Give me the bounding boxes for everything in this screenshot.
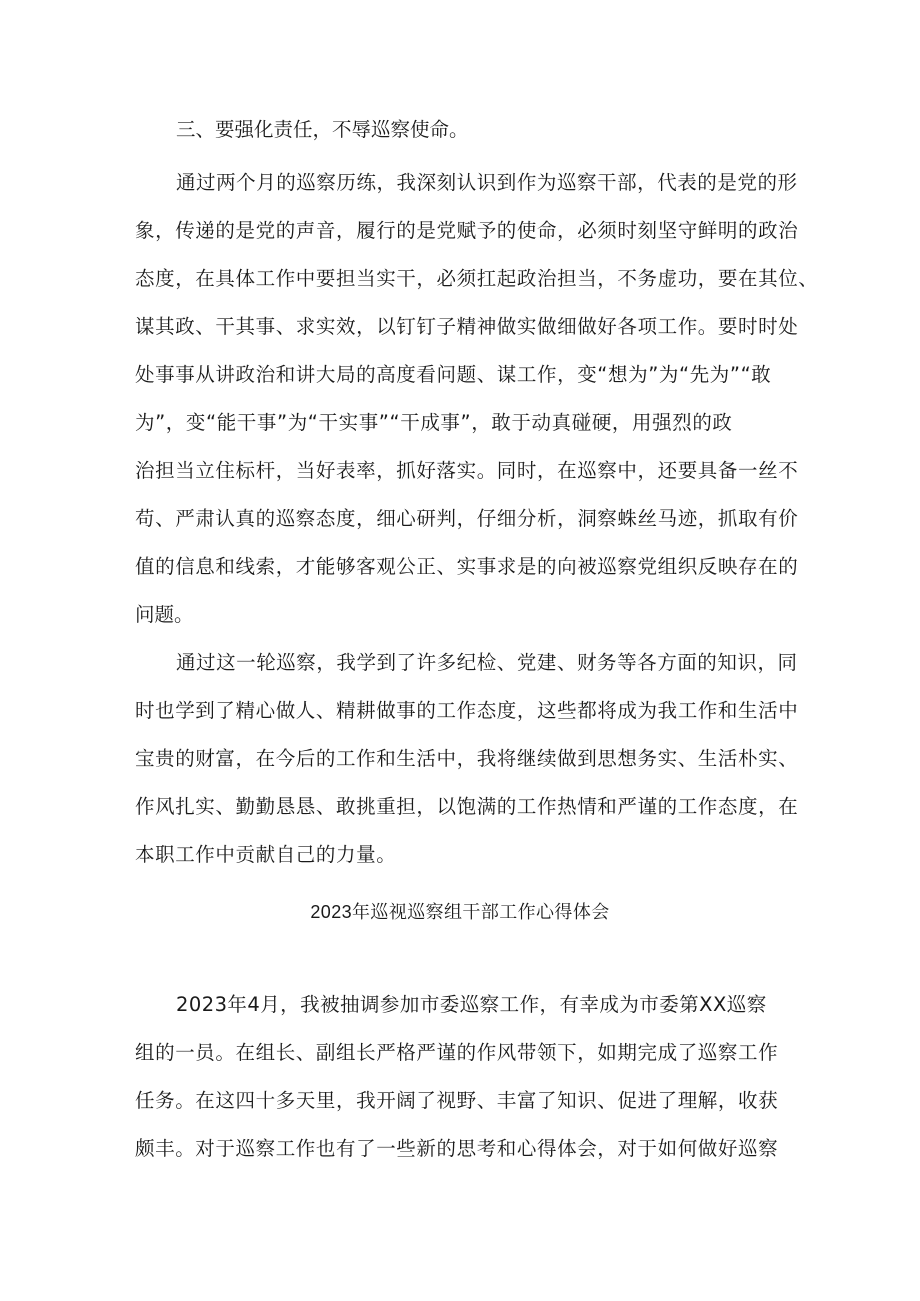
paragraph-line: 时也学到了精心做人、精耕做事的工作态度，这些都将成为我工作和生活中 bbox=[135, 699, 799, 722]
section-heading: 三、要强化责任，不辱巡察使命。 bbox=[176, 118, 469, 141]
paragraph-line: 态度，在具体工作中要担当实干，必须扛起政治担当，不务虚功，要在其位、 bbox=[135, 267, 819, 290]
paragraph-line: 本职工作中贡献自己的力量。 bbox=[135, 843, 397, 866]
paragraph-line: 苟、严肃认真的巡察态度，细心研判，仔细分析，洞察蛛丝马迹，抓取有价 bbox=[135, 507, 799, 530]
paragraph-line: 宝贵的财富，在今后的工作和生活中，我将继续做到思想务实、生活朴实、 bbox=[135, 747, 799, 770]
paragraph-line: 谋其政、干其事、求实效，以钉钉子精神做实做细做好各项工作。要时时处 bbox=[135, 315, 799, 338]
paragraph-line: 治担当立住标杆，当好表率，抓好落实。同时，在巡察中，还要具备一丝不 bbox=[135, 459, 799, 482]
paragraph-line: 作风扎实、勤勤恳恳、敢挑重担，以饱满的工作热情和严谨的工作态度，在 bbox=[135, 795, 799, 818]
paragraph-line: 任务。在这四十多天里，我开阔了视野、丰富了知识、促进了理解，收获 bbox=[135, 1089, 779, 1112]
paragraph-line: 值的信息和线索，才能够客观公正、实事求是的向被巡察党组织反映存在的 bbox=[135, 555, 799, 578]
paragraph-line: 通过两个月的巡察历练，我深刻认识到作为巡察干部，代表的是党的形 bbox=[176, 171, 798, 194]
paragraph-line: 问题。 bbox=[135, 603, 194, 626]
paragraph-line: 2023年4月，我被抽调参加市委巡察工作，有幸成为市委第XX巡察 bbox=[176, 993, 767, 1016]
paragraph-line: 处事事从讲政治和讲大局的高度看问题、谋工作，变“想为”为“先为”“敢 bbox=[135, 363, 772, 386]
paragraph-line: 组的一员。在组长、副组长严格严谨的作风带领下，如期完成了巡察工作 bbox=[135, 1041, 779, 1064]
paragraph-line: 为”，变“能干事”为“干实事”“干成事”，敢于动真碰硬，用强烈的政 bbox=[135, 411, 733, 434]
paragraph-line: 颇丰。对于巡察工作也有了一些新的思考和心得体会，对于如何做好巡察 bbox=[135, 1137, 779, 1160]
article-title: 2023年巡视巡察组干部工作心得体会 bbox=[310, 902, 610, 922]
paragraph-line: 象，传递的是党的声音，履行的是党赋予的使命，必须时刻坚守鲜明的政治 bbox=[135, 219, 799, 242]
paragraph-line: 通过这一轮巡察，我学到了许多纪检、党建、财务等各方面的知识，同 bbox=[176, 651, 798, 674]
